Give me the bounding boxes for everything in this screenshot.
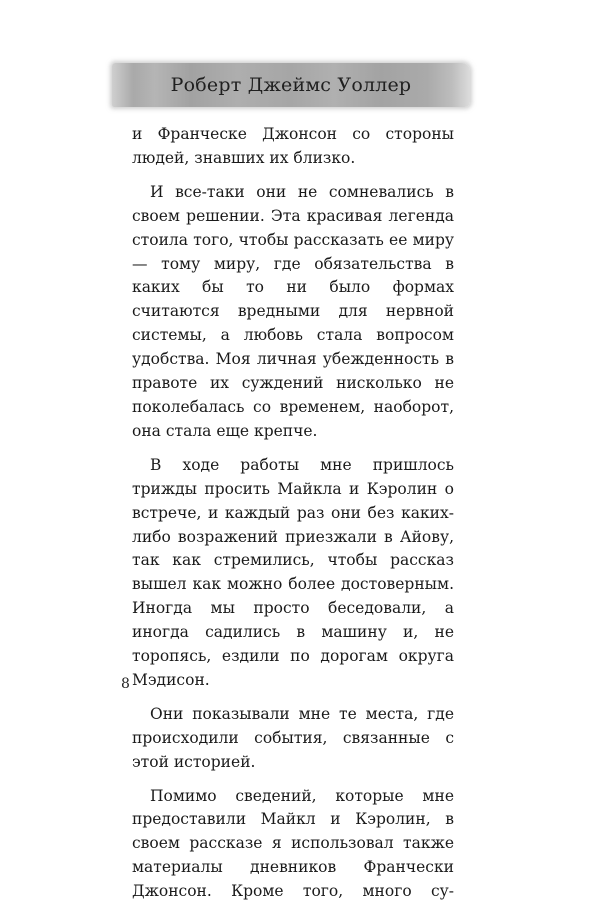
paragraph-3: В ходе работы мне пришлось трижды просить Майкла и Кэролин о встрече, и каждый раз они без каких-либо возражений приезжали в Айову, так как стремились, чтобы рассказ вышел как можно более достоверным. Иногда мы просто беседовали, а иногда садились в машину и, не торопясь, ездили по дорогам округа Мэдисон. [132,455,454,689]
page-body-text [132,123,454,904]
running-header-title: Роберт Джеймс Уоллер [170,74,412,96]
paragraph-4: Они показывали мне те места, где происходили события, связанные с этой историей. [132,704,454,771]
page-number: 8 [121,676,130,692]
paragraph-5: Помимо сведений, которые мне предоставили Майкл и Кэролин, в своем рассказе я использовал также материалы дневников Франчески Джонсон. Кроме того, много су- [132,786,454,901]
paragraph-2: И все-таки они не сомневались в своем решении. Эта красивая легенда стоила того, чтобы рассказать ее миру — тому миру, где обязательства в каких бы то ни было формах считаются вредными для нервной системы, а любовь стала вопросом удобства. Моя личная убежденность в правоте их суждений нисколько не поколебалась со временем, наоборот, она стала еще крепче. [132,182,454,440]
paragraph-1: и Франческе Джонсон со стороны людей, знавших их близко. [132,125,454,167]
